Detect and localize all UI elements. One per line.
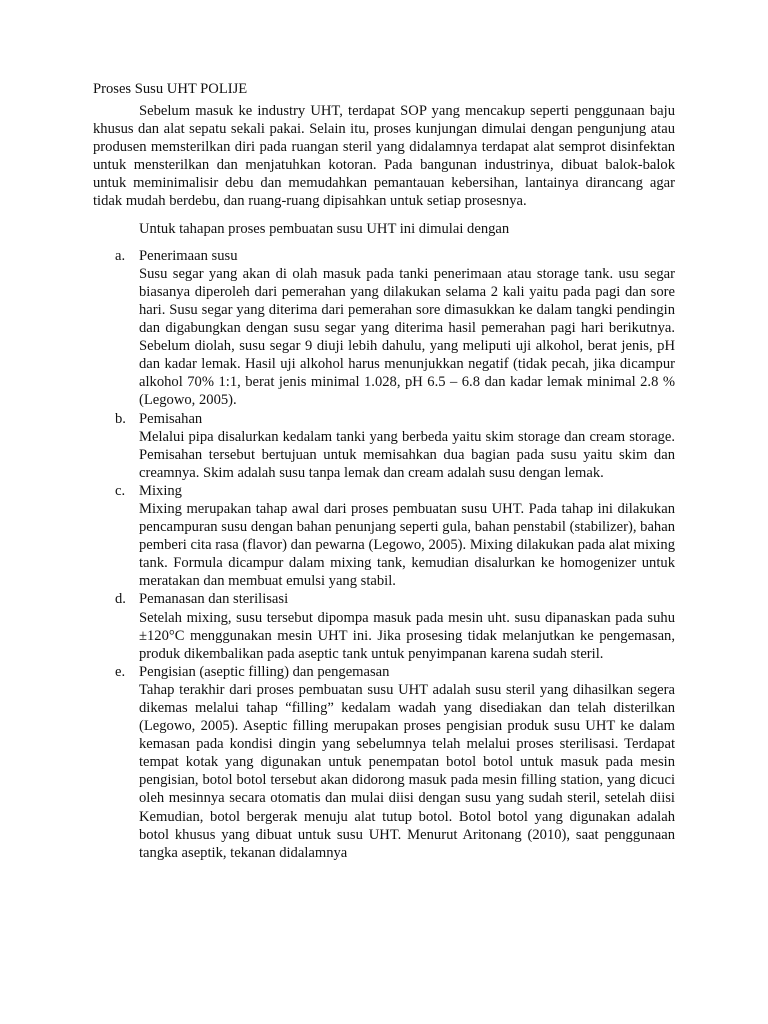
stage-letter: d. [115, 591, 126, 608]
stage-body: Susu segar yang akan di olah masuk pada tanki penerimaan atau storage tank. usu segar biasanya diperoleh dari pemerahan yang dilakukan selama 2 kali yaitu pada pagi dan sore hari. Susu segar yang diterima dari pemerahan sore dimasukkan ke dalam tangki pendingin dan digabungkan dengan susu segar yang diterima hasil pemerahan pagi hari berikutnya. Sebelum diolah, susu segar 9 diuji lebih dahulu, yang meliputi uji alkohol, berat jenis, pH dan kadar lemak. Hasil uji alkohol harus menunjukkan negatif (tidak pecah, jika dicampur alkohol 70% 1:1, berat jenis minimal 1.028, pH 6.5 – 6.8 dan kadar lemak minimal 2.8 % (Legowo, 2005). [139, 265, 675, 409]
stage-title: Mixing [139, 482, 182, 499]
stage-item-mixing [93, 482, 675, 591]
document-page [93, 80, 675, 862]
stage-item-pengisian [93, 663, 675, 862]
stage-item-pemanasan [93, 590, 675, 662]
stage-item-pemisahan [93, 410, 675, 482]
stage-body: Melalui pipa disalurkan kedalam tanki yang berbeda yaitu skim storage dan cream storage. Pemisahan tersebut bertujuan untuk memisahkan dua bagian pada susu yaitu skim dan creamnya. Skim adalah susu tanpa lemak dan cream adalah susu dengan lemak. [139, 428, 675, 481]
stage-body: Setelah mixing, susu tersebut dipompa masuk pada mesin uht. susu dipanaskan pada suhu ±120°C menggunakan mesin UHT ini. Jika prosesing tidak melanjutkan ke pengemasan, produk dikembalikan pada aseptic tank untuk penyimpanan karena sudah steril. [139, 609, 675, 662]
stage-letter: c. [115, 482, 126, 499]
stage-title: Penerimaan susu [139, 247, 238, 264]
document-title: Proses Susu UHT POLIJE [93, 81, 248, 97]
intro-paragraph-stages: Untuk tahapan proses pembuatan susu UHT ini dimulai dengan [139, 220, 510, 237]
stage-letter: a. [115, 247, 126, 264]
stage-title: Pemanasan dan sterilisasi [139, 591, 289, 608]
stage-body: Tahap terakhir dari proses pembuatan susu UHT adalah susu steril yang dihasilkan segera dikemas melalui tahap “filling” kedalam wadah yang disediakan dan telah disterilkan (Legowo, 2005). Aseptic filling merupakan proses pengisian produk susu UHT ke dalam kemasan pada kondisi dingin yang sebelumnya telah melalui proses sterilisasi. Terdapat tempat kotak yang digunakan untuk penempatan botol botol untuk masuk pada mesin pengisian, botol botol tersebut akan didorong masuk pada mesin filling station, yang dicuci oleh mesinnya secara otomatis dan mulai diisi dengan susu yang sudah steril, setelah diisi Kemudian, botol bergerak menuju alat tutup botol. Botol botol yang digunakan adalah botol khusus yang dibuat untuk susu UHT. Menurut Aritonang (2010), saat penggunaan tangka aseptik, tekanan didalamnya [139, 681, 675, 861]
stage-body: Mixing merupakan tahap awal dari proses pembuatan susu UHT. Pada tahap ini dilakukan pencampuran susu dengan bahan penunjang seperti gula, bahan penstabil (stabilizer), bahan pemberi cita rasa (flavor) dan pewarna (Legowo, 2005). Mixing dilakukan pada alat mixing tank. Formula dicampur dalam mixing tank, kemudian disalurkan ke homogenizer untuk meratakan dan membuat emulsi yang stabil. [139, 500, 675, 590]
intro-paragraph-sop: Sebelum masuk ke industry UHT, terdapat SOP yang mencakup seperti penggunaan baju khusus dan alat sepatu sekali pakai. Selain itu, proses kunjungan dimulai dengan pengunjung atau produsen memsterilkan diri pada ruangan steril yang didalamnya terdapat alat semprot disinfektan untuk mensterilkan dan menjatuhkan kotoran. Pada bangunan industrinya, dibuat balok-balok untuk meminimalisir debu dan memudahkan pemantauan kebersihan, lantainya dirancang agar tidak mudah berdebu, dan ruang-ruang dipisahkan untuk setiap prosesnya. [93, 103, 675, 210]
stage-title: Pemisahan [139, 410, 203, 427]
process-stage-list [93, 247, 675, 862]
stage-letter: b. [115, 410, 126, 427]
stage-letter: e. [115, 663, 126, 680]
stage-title: Pengisian (aseptic filling) dan pengemasan [139, 663, 390, 680]
stage-item-penerimaan [93, 247, 675, 410]
